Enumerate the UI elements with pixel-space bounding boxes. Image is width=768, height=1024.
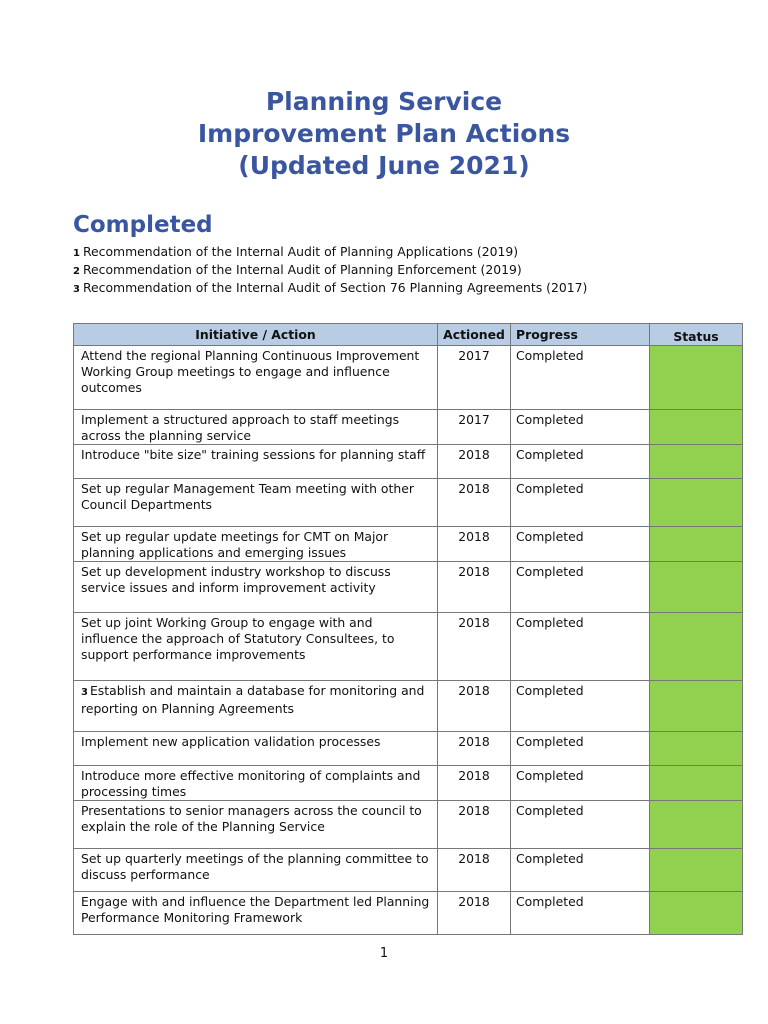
cell-actioned-year: 2018	[438, 849, 511, 892]
status-indicator	[650, 766, 743, 801]
cell-actioned-year: 2018	[438, 681, 511, 732]
title-line-3: (Updated June 2021)	[238, 151, 530, 180]
status-indicator	[650, 801, 743, 849]
cell-action	[74, 445, 438, 479]
cell-action	[74, 479, 438, 527]
table-row	[74, 892, 743, 935]
cell-progress: Completed	[511, 801, 650, 849]
status-indicator	[650, 892, 743, 935]
cell-progress: Completed	[511, 613, 650, 681]
footnotes	[73, 244, 587, 298]
cell-action	[74, 613, 438, 681]
action-text: Establish and maintain a database for monitoring and reporting on Planning Agreements	[81, 683, 425, 716]
status-indicator	[650, 562, 743, 613]
improvement-plan-table	[73, 323, 743, 935]
cell-action	[74, 732, 438, 766]
header-actioned: Actioned	[438, 324, 511, 346]
action-text: Set up development industry workshop to discuss service issues and inform improvement activity	[81, 564, 391, 595]
header-initiative-action: Initiative / Action	[74, 324, 438, 346]
status-indicator	[650, 849, 743, 892]
cell-actioned-year: 2017	[438, 346, 511, 410]
status-indicator	[650, 346, 743, 410]
table-row	[74, 732, 743, 766]
status-indicator	[650, 445, 743, 479]
table-row	[74, 562, 743, 613]
table-header-row	[74, 324, 743, 346]
footnote-2	[73, 262, 587, 280]
cell-action	[74, 410, 438, 445]
status-indicator	[650, 479, 743, 527]
cell-progress: Completed	[511, 732, 650, 766]
header-status: Status	[650, 324, 743, 346]
action-text: Introduce more effective monitoring of complaints and processing times	[81, 768, 421, 799]
cell-progress: Completed	[511, 766, 650, 801]
action-text: Set up regular update meetings for CMT on Major planning applications and emerging issues	[81, 529, 389, 560]
cell-progress: Completed	[511, 410, 650, 445]
action-text: Implement a structured approach to staff meetings across the planning service	[81, 412, 400, 443]
cell-actioned-year: 2018	[438, 892, 511, 935]
action-text: Implement new application validation processes	[81, 734, 381, 749]
status-indicator	[650, 732, 743, 766]
header-progress: Progress	[511, 324, 650, 346]
table-body	[74, 346, 743, 935]
action-text: Attend the regional Planning Continuous Improvement Working Group meetings to engage and influence outcomes	[81, 348, 420, 395]
footnote-3	[73, 280, 587, 298]
cell-action	[74, 849, 438, 892]
cell-actioned-year: 2018	[438, 445, 511, 479]
table-row	[74, 613, 743, 681]
table-row	[74, 766, 743, 801]
cell-actioned-year: 2018	[438, 562, 511, 613]
action-text: Set up joint Working Group to engage with and influence the approach of Statutory Consultees, to support performance improvements	[81, 615, 395, 662]
cell-action	[74, 346, 438, 410]
table-row	[74, 410, 743, 445]
table-row	[74, 479, 743, 527]
cell-actioned-year: 2018	[438, 766, 511, 801]
cell-action	[74, 527, 438, 562]
cell-progress: Completed	[511, 479, 650, 527]
cell-progress: Completed	[511, 527, 650, 562]
cell-actioned-year: 2017	[438, 410, 511, 445]
document-title	[0, 86, 768, 182]
status-indicator	[650, 527, 743, 562]
cell-actioned-year: 2018	[438, 732, 511, 766]
cell-actioned-year: 2018	[438, 527, 511, 562]
cell-action	[74, 562, 438, 613]
footnote-text: Recommendation of the Internal Audit of Planning Applications (2019)	[82, 244, 519, 259]
page-number: 1	[379, 946, 389, 961]
footnote-text: Recommendation of the Internal Audit of Planning Enforcement (2019)	[82, 262, 522, 277]
cell-progress: Completed	[511, 346, 650, 410]
title-line-2: Improvement Plan Actions	[197, 119, 571, 148]
table-row	[74, 801, 743, 849]
cell-actioned-year: 2018	[438, 613, 511, 681]
footnote-reference: 3	[81, 687, 88, 698]
status-indicator	[650, 681, 743, 732]
cell-action	[74, 801, 438, 849]
footnote-number: 1	[73, 248, 80, 259]
cell-action	[74, 766, 438, 801]
cell-action	[74, 892, 438, 935]
action-text: Presentations to senior managers across the council to explain the role of the Planning Service	[81, 803, 422, 834]
footnote-text: Recommendation of the Internal Audit of Section 76 Planning Agreements (2017)	[82, 280, 588, 295]
cell-action	[74, 681, 438, 732]
cell-progress: Completed	[511, 562, 650, 613]
status-indicator	[650, 410, 743, 445]
action-text: Set up quarterly meetings of the planning committee to discuss performance	[81, 851, 429, 882]
table-row	[74, 849, 743, 892]
cell-progress: Completed	[511, 892, 650, 935]
cell-progress: Completed	[511, 445, 650, 479]
action-text: Introduce "bite size" training sessions for planning staff	[81, 447, 426, 462]
cell-progress: Completed	[511, 681, 650, 732]
action-text: Set up regular Management Team meeting with other Council Departments	[81, 481, 414, 512]
title-line-1: Planning Service	[265, 87, 503, 116]
section-heading-completed: Completed	[73, 212, 213, 238]
status-indicator	[650, 613, 743, 681]
cell-actioned-year: 2018	[438, 479, 511, 527]
table-row	[74, 346, 743, 410]
footnote-number: 2	[73, 266, 80, 277]
cell-progress: Completed	[511, 849, 650, 892]
cell-actioned-year: 2018	[438, 801, 511, 849]
table-row	[74, 527, 743, 562]
action-text: Engage with and influence the Department led Planning Performance Monitoring Framework	[81, 894, 430, 925]
footnote-number: 3	[73, 284, 80, 295]
table-row	[74, 681, 743, 732]
table-row	[74, 445, 743, 479]
footnote-1	[73, 244, 587, 262]
